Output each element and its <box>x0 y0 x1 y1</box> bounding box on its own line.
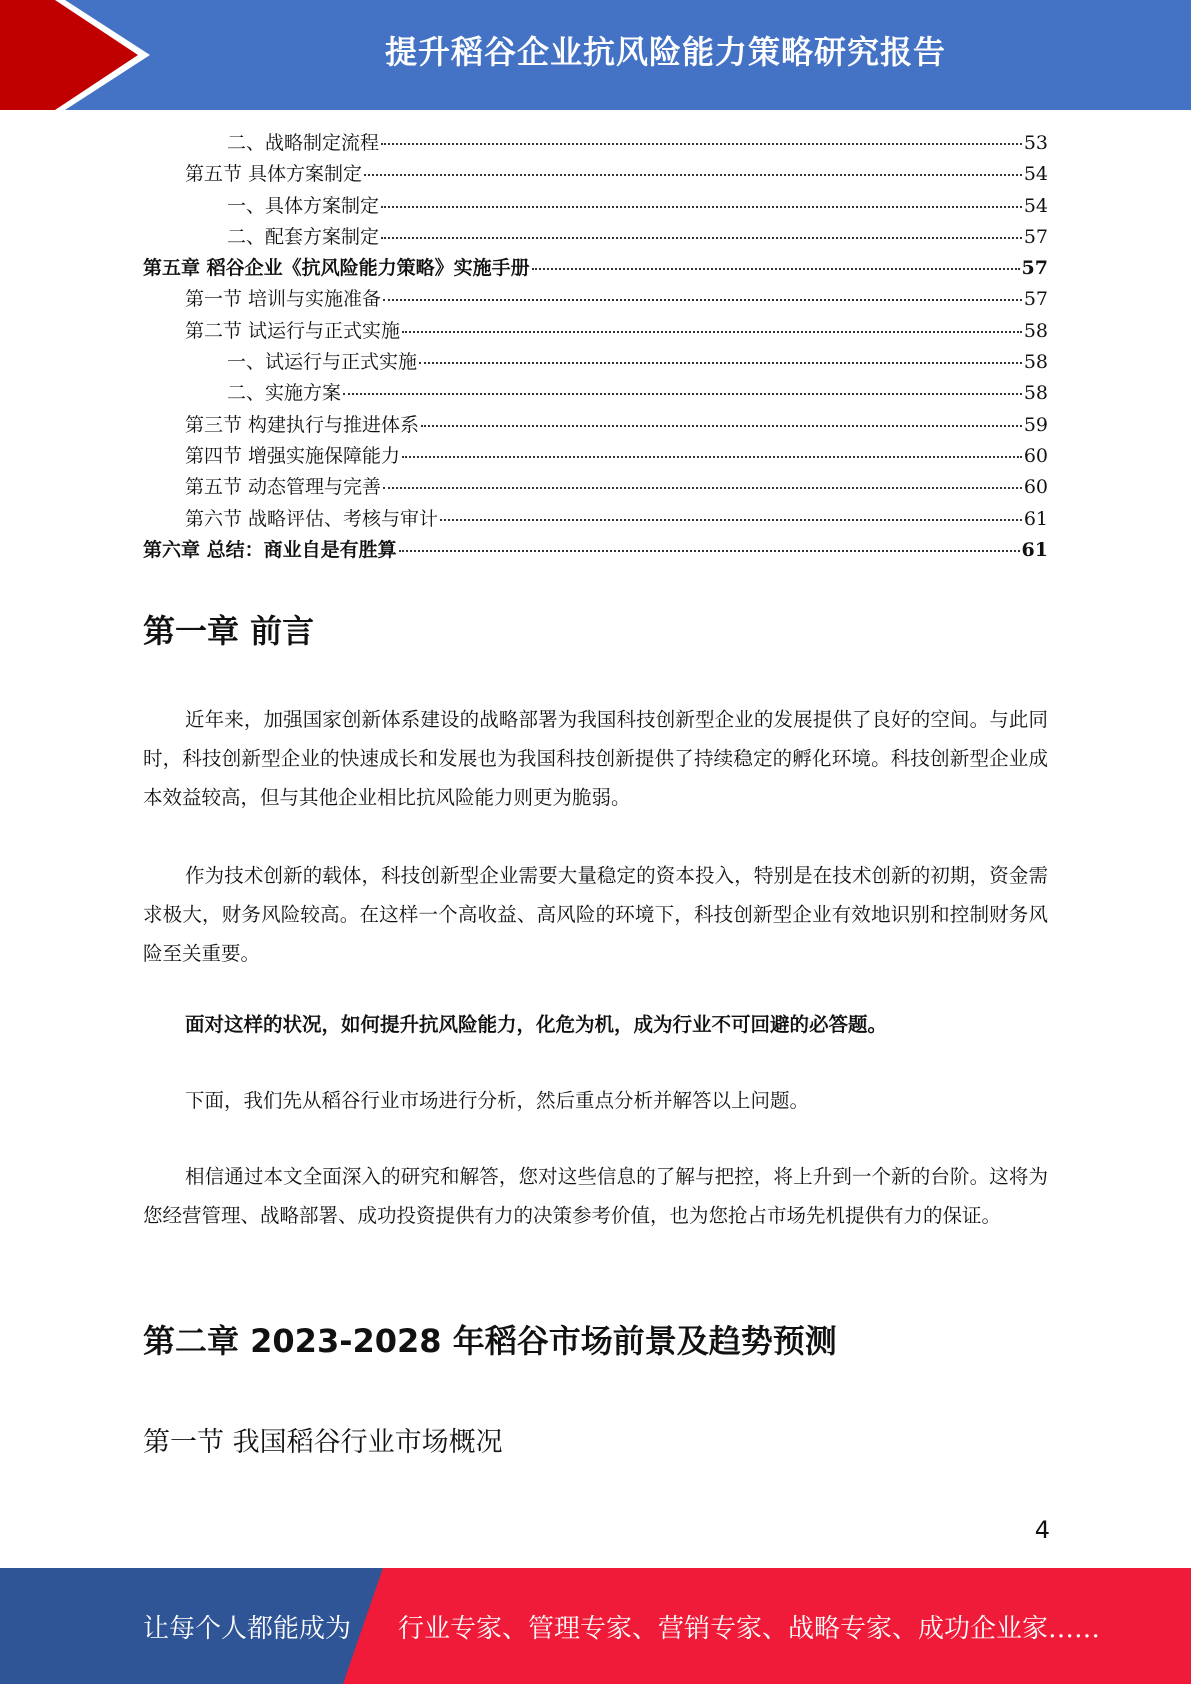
toc-entry[interactable] <box>143 284 1048 315</box>
toc-entry-label: 第二节 试运行与正式实施 <box>185 319 401 342</box>
toc-entry-page: 61 <box>1021 538 1048 561</box>
toc-entry[interactable] <box>143 191 1048 222</box>
footer-tagline: 行业专家、管理专家、营销专家、战略专家、成功企业家…… <box>398 1613 1101 1644</box>
footer-slogan: 让每个人都能成为 <box>143 1613 352 1644</box>
toc-dot-leader <box>381 143 1022 145</box>
chapter-2-heading: 第二章 2023-2028 年稻谷市场前景及趋势预测 <box>143 1322 837 1360</box>
chapter-1-heading: 第一章 前言 <box>143 612 315 650</box>
toc-entry-page: 58 <box>1023 351 1048 374</box>
toc-entry-page: 58 <box>1023 382 1048 405</box>
toc-entry-label: 第三节 构建执行与推进体系 <box>185 413 420 436</box>
toc-entry[interactable] <box>143 441 1048 472</box>
toc-entry-page: 58 <box>1023 319 1048 342</box>
toc-entry-page: 57 <box>1023 288 1048 311</box>
toc-entry-page: 54 <box>1023 194 1048 217</box>
toc-entry-label: 第六节 战略评估、考核与审计 <box>185 507 439 530</box>
toc-entry-label: 第五节 具体方案制定 <box>185 163 363 186</box>
toc-entry-page: 57 <box>1023 225 1048 248</box>
toc-entry[interactable] <box>143 316 1048 347</box>
section-1-heading: 第一节 我国稻谷行业市场概况 <box>143 1427 503 1458</box>
page-number: 4 <box>1034 1516 1050 1544</box>
toc-dot-leader <box>399 550 1020 552</box>
paragraph-5: 相信通过本文全面深入的研究和解答，您对这些信息的了解与把控，将上升到一个新的台阶。这将为您经营管理、战略部署、成功投资提供有力的决策参考价值，也为您抢占市场先机提供有力的保证。 <box>143 1165 1048 1227</box>
toc-entry-page: 57 <box>1021 257 1048 280</box>
paragraph-1: 近年来，加强国家创新体系建设的战略部署为我国科技创新型企业的发展提供了良好的空间。与此同时，科技创新型企业的快速成长和发展也为我国科技创新提供了持续稳定的孵化环境。科技创新型企业成本效益较高，但与其他企业相比抗风险能力则更为脆弱。 <box>143 708 1048 809</box>
toc-dot-leader <box>381 237 1022 239</box>
toc-entry-label: 第四节 增强实施保障能力 <box>185 444 401 467</box>
toc-entry[interactable] <box>143 222 1048 253</box>
toc-entry[interactable] <box>143 159 1048 190</box>
toc-dot-leader <box>421 425 1022 427</box>
toc-dot-leader <box>419 362 1022 364</box>
toc-entry[interactable] <box>143 378 1048 409</box>
toc-entry-label: 第五节 动态管理与完善 <box>185 476 382 499</box>
toc-entry[interactable] <box>143 128 1048 159</box>
toc-dot-leader <box>532 268 1020 270</box>
page-footer <box>0 1568 1191 1684</box>
toc-entry[interactable] <box>143 410 1048 441</box>
toc-entry-label: 二、战略制定流程 <box>227 132 380 154</box>
paragraph-3-emphasis: 面对这样的状况，如何提升抗风险能力，化危为机，成为行业不可回避的必答题。 <box>185 1013 888 1036</box>
toc-dot-leader <box>440 519 1022 521</box>
toc-entry[interactable] <box>143 253 1048 284</box>
toc-entry-page: 61 <box>1023 507 1048 530</box>
toc-entry-page: 59 <box>1023 413 1048 436</box>
toc-dot-leader <box>383 299 1022 301</box>
toc-entry-label: 一、试运行与正式实施 <box>227 351 418 374</box>
toc-entry[interactable] <box>143 347 1048 378</box>
toc-entry-page: 53 <box>1023 132 1048 154</box>
toc-entry-page: 54 <box>1023 163 1048 186</box>
toc-dot-leader <box>364 174 1022 176</box>
report-title: 提升稻谷企业抗风险能力策略研究报告 <box>384 33 946 71</box>
toc-entry[interactable] <box>143 472 1048 503</box>
toc-dot-leader <box>402 456 1022 458</box>
toc-dot-leader <box>343 393 1022 395</box>
toc-entry-page: 60 <box>1023 476 1048 499</box>
toc-dot-leader <box>383 487 1022 489</box>
table-of-contents <box>143 128 1048 566</box>
toc-entry[interactable] <box>143 504 1048 535</box>
toc-dot-leader <box>381 206 1022 208</box>
toc-entry-label: 第一节 培训与实施准备 <box>185 288 382 311</box>
toc-entry-page: 60 <box>1023 444 1048 467</box>
toc-entry-label: 第五章 稻谷企业《抗风险能力策略》实施手册 <box>143 257 530 280</box>
toc-entry-label: 一、具体方案制定 <box>227 194 380 217</box>
paragraph-4: 下面，我们先从稻谷行业市场进行分析，然后重点分析并解答以上问题。 <box>185 1089 810 1112</box>
paragraph-2: 作为技术创新的载体，科技创新型企业需要大量稳定的资本投入，特别是在技术创新的初期，资金需求极大，财务风险较高。在这样一个高收益、高风险的环境下，科技创新型企业有效地识别和控制财务风险至关重要。 <box>143 864 1048 965</box>
toc-entry[interactable] <box>143 535 1048 566</box>
page-header <box>0 0 1191 110</box>
toc-entry-label: 第六章 总结：商业自是有胜算 <box>143 538 397 561</box>
red-chevron-shape <box>0 0 150 110</box>
toc-entry-label: 二、配套方案制定 <box>227 225 380 248</box>
toc-entry-label: 二、实施方案 <box>227 382 342 405</box>
toc-dot-leader <box>402 331 1022 333</box>
